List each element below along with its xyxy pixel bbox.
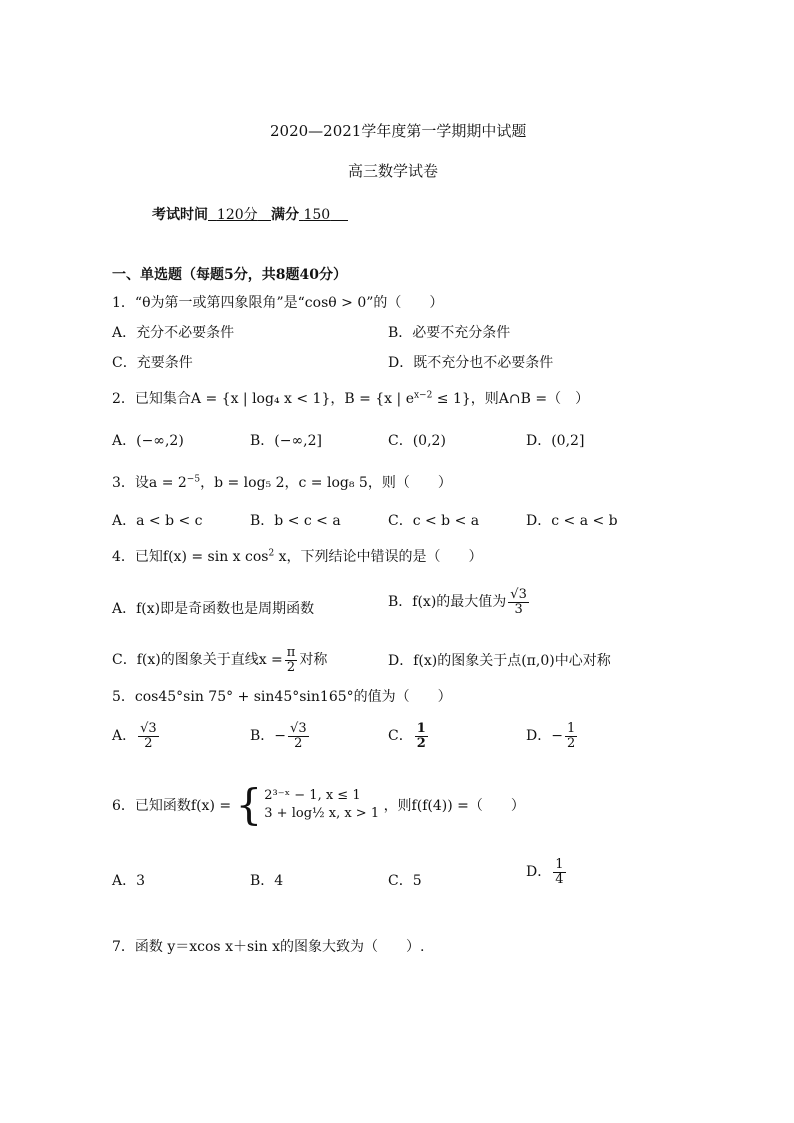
q4-c-text-a: C．f(x)的图象关于直线x =: [112, 652, 283, 669]
q6-option-d: [526, 858, 568, 886]
q5-d-label: D．−: [526, 728, 563, 745]
q6-option-b: B．4: [250, 873, 284, 889]
q6-d-num: 1: [555, 857, 564, 872]
section-heading: 一、单选题（每题5分，共8题40分）: [112, 267, 347, 283]
q6-case-2: 3 + log½ x, x > 1: [264, 806, 380, 821]
q5-option-a: [112, 722, 161, 750]
question-6: [112, 780, 525, 829]
q5-b-den: 2: [294, 735, 303, 751]
q2-stem-b: A = {x | log₄ x < 1}，B = {x | e: [190, 391, 414, 407]
q6-brace: {: [235, 780, 263, 829]
q3-option-b: B．b < c < a: [250, 513, 341, 529]
q5-a-fraction: [138, 722, 159, 750]
q4-b-num: √3: [510, 587, 527, 602]
q1-option-a: A．充分不必要条件: [112, 325, 235, 341]
score-label: 满分: [271, 207, 299, 223]
q3-stem-sup: −5: [186, 474, 201, 485]
q5-d-num: 1: [566, 721, 576, 736]
q5-a-den: 2: [144, 735, 153, 751]
q6-option-c: C．5: [388, 873, 422, 889]
q4-b-den: 3: [514, 601, 523, 617]
q6-d-fraction: [553, 858, 565, 886]
q5-c-fraction: [415, 722, 428, 750]
q3-stem-b: ，b = log₅ 2，c = log₈ 5，则（ ）: [200, 475, 452, 491]
q1-option-d: D．既不充分也不必要条件: [388, 355, 554, 371]
question-2: [112, 388, 589, 408]
q1-option-c: C．充要条件: [112, 355, 193, 371]
q4-stem-b: x，下列结论中错误的是（ ）: [274, 549, 483, 565]
q5-c-num: 1: [416, 721, 426, 736]
q3-option-c: C．c < b < a: [388, 513, 480, 529]
q5-b-fraction: [288, 722, 309, 750]
q5-b-label: B．−: [250, 728, 287, 745]
q4-c-den: 2: [286, 659, 296, 675]
exam-subtitle: 高三数学试卷: [348, 162, 439, 180]
q6-d-label: D．: [526, 864, 552, 881]
question-4: [112, 546, 483, 566]
q5-b-num: √3: [290, 721, 307, 736]
q5-c-label: C．: [388, 728, 413, 745]
q2-option-c: C．(0,2): [388, 433, 446, 449]
q5-option-d: [526, 722, 579, 750]
q3-option-d: D．c < a < b: [526, 513, 618, 529]
q4-option-a: A．f(x)即是奇函数也是周期函数: [112, 601, 315, 617]
q6-cases: [264, 787, 379, 822]
q5-option-b: [250, 722, 311, 750]
q6-d-den: 4: [555, 871, 564, 887]
q2-option-b: B．(−∞,2]: [250, 433, 322, 449]
question-3: [112, 472, 452, 492]
q4-b-fraction: [508, 588, 529, 616]
q4-option-c: [112, 646, 327, 674]
q6-option-a: A．3: [112, 873, 146, 889]
q5-d-fraction: [565, 722, 577, 750]
question-5: 5．cos45°sin 75° + sin45°sin165°的值为（ ）: [112, 689, 452, 705]
q4-b-text: B．f(x)的最大值为: [388, 594, 507, 611]
exam-title: 2020—2021学年度第一学期期中试题: [270, 122, 527, 140]
q4-option-b: [388, 588, 531, 616]
q5-d-den: 2: [566, 735, 576, 751]
q6-piecewise: [235, 780, 380, 829]
q2-stem-c: ≤ 1}，则A∩B =（ ）: [432, 391, 590, 407]
time-label: 考试时间: [152, 207, 208, 223]
q2-option-d: D．(0,2]: [526, 433, 585, 449]
question-7: 7．函数 y＝xcos x＋sin x的图象大致为（ ）.: [112, 939, 425, 955]
exam-meta: [152, 204, 348, 224]
time-value: 120分: [216, 207, 258, 223]
q4-stem-a: 4．已知f(x) = sin x cos: [112, 549, 269, 565]
q4-c-text-b: 对称: [299, 652, 328, 669]
q2-option-a: A．(−∞,2): [112, 433, 184, 449]
q6-stem-b: ，则f(f(4)) =（ ）: [383, 798, 525, 814]
q5-c-den: 2: [416, 735, 426, 751]
q4-stem-sup: 2: [268, 548, 275, 559]
q2-stem-sup: x−2: [413, 390, 433, 401]
q4-c-fraction: [285, 646, 298, 674]
score-value: 150: [303, 207, 331, 223]
q5-option-c: [388, 722, 430, 750]
q2-stem-a: 2．已知集合: [112, 391, 191, 407]
q4-option-d: D．f(x)的图象关于点(π,0)中心对称: [388, 653, 611, 669]
q3-option-a: A．a < b < c: [112, 513, 203, 529]
q3-stem-a: 3．设a = 2: [112, 475, 187, 491]
question-1: 1．“θ为第一或第四象限角”是“cosθ > 0”的（ ）: [112, 295, 444, 311]
q6-case-1: 2³⁻ˣ − 1, x ≤ 1: [264, 788, 361, 804]
q6-stem-a: 6．已知函数f(x) =: [112, 798, 232, 814]
q5-a-label: A．: [112, 728, 137, 745]
q4-c-num: π: [286, 645, 296, 660]
q5-a-num: √3: [140, 721, 157, 736]
q1-option-b: B．必要不充分条件: [388, 325, 511, 341]
